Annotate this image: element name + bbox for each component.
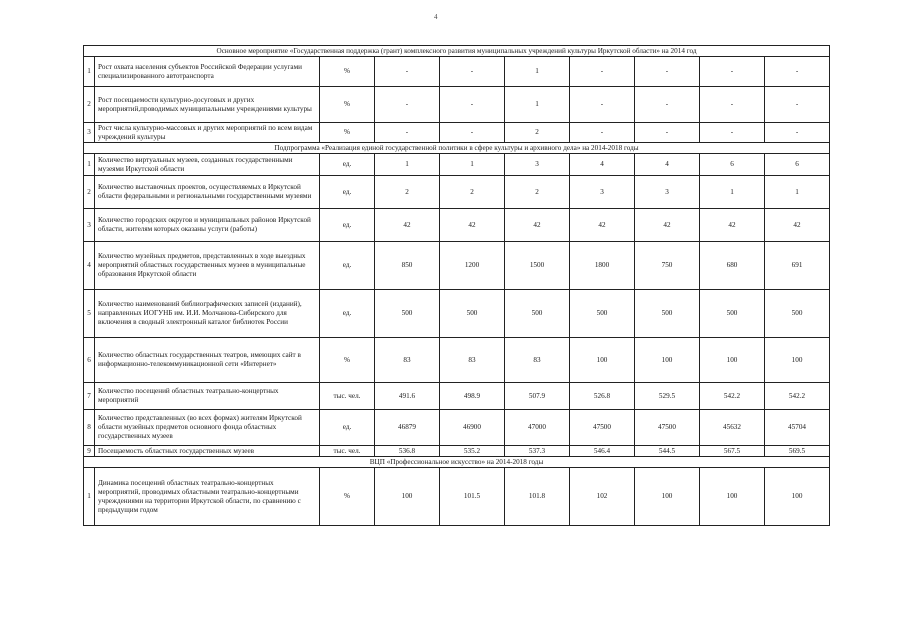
table-row xyxy=(84,209,830,242)
table-row xyxy=(84,57,830,87)
value-cell: 1 xyxy=(505,57,570,87)
table-row xyxy=(84,338,830,383)
value-cell: 46879 xyxy=(375,410,440,446)
unit-cell: % xyxy=(320,123,375,143)
value-cell: 100 xyxy=(700,468,765,526)
value-cell: 83 xyxy=(505,338,570,383)
value-cell: - xyxy=(440,57,505,87)
value-cell: 569.5 xyxy=(765,446,830,457)
value-cell: - xyxy=(570,57,635,87)
value-cell: 45632 xyxy=(700,410,765,446)
table-row xyxy=(84,154,830,176)
value-cell: 500 xyxy=(635,290,700,338)
row-number-cell: 8 xyxy=(84,410,95,446)
row-number-cell: 2 xyxy=(84,176,95,209)
value-cell: - xyxy=(375,123,440,143)
indicator-name-cell: Количество представленных (во всех формах) жителям Иркутской области музейных предметов основного фонда областных государственных музеев xyxy=(95,410,320,446)
row-number-cell: 3 xyxy=(84,123,95,143)
value-cell: - xyxy=(440,87,505,123)
section-header-row xyxy=(84,46,830,57)
indicators-table xyxy=(83,45,830,526)
unit-cell: ед. xyxy=(320,154,375,176)
value-cell: 47000 xyxy=(505,410,570,446)
value-cell: 4 xyxy=(570,154,635,176)
value-cell: - xyxy=(635,123,700,143)
value-cell: 500 xyxy=(765,290,830,338)
value-cell: 500 xyxy=(375,290,440,338)
value-cell: 2 xyxy=(505,123,570,143)
row-number-cell: 1 xyxy=(84,468,95,526)
unit-cell: ед. xyxy=(320,209,375,242)
section-title: ВЦП «Профессиональное искусство» на 2014-2018 годы xyxy=(84,457,830,468)
value-cell: 100 xyxy=(765,468,830,526)
value-cell: 45704 xyxy=(765,410,830,446)
value-cell: 536.8 xyxy=(375,446,440,457)
value-cell: 500 xyxy=(440,290,505,338)
row-number-cell: 1 xyxy=(84,57,95,87)
value-cell: 3 xyxy=(570,176,635,209)
value-cell: - xyxy=(570,123,635,143)
value-cell: 750 xyxy=(635,242,700,290)
page-number: 4 xyxy=(434,13,438,21)
table-row xyxy=(84,290,830,338)
value-cell: 537.3 xyxy=(505,446,570,457)
section-header-row xyxy=(84,457,830,468)
row-number-cell: 4 xyxy=(84,242,95,290)
value-cell: 529.5 xyxy=(635,383,700,410)
indicator-name-cell: Количество областных государственных театров, имеющих сайт в информационно-телекоммуникационной сети «Интернет» xyxy=(95,338,320,383)
indicator-name-cell: Количество выставочных проектов, осуществляемых в Иркутской области федеральными и региональными государственными музеями xyxy=(95,176,320,209)
value-cell: 46900 xyxy=(440,410,505,446)
value-cell: 42 xyxy=(700,209,765,242)
indicator-name-cell: Количество посещений областных театрально-концертных мероприятий xyxy=(95,383,320,410)
value-cell: - xyxy=(375,87,440,123)
value-cell: 546.4 xyxy=(570,446,635,457)
value-cell: 542.2 xyxy=(700,383,765,410)
row-number-cell: 3 xyxy=(84,209,95,242)
value-cell: - xyxy=(700,123,765,143)
value-cell: - xyxy=(765,123,830,143)
table-row xyxy=(84,176,830,209)
value-cell: - xyxy=(635,87,700,123)
value-cell: 100 xyxy=(700,338,765,383)
value-cell: 100 xyxy=(375,468,440,526)
unit-cell: ед. xyxy=(320,290,375,338)
value-cell: 500 xyxy=(570,290,635,338)
value-cell: 567.5 xyxy=(700,446,765,457)
value-cell: 101.8 xyxy=(505,468,570,526)
value-cell: 691 xyxy=(765,242,830,290)
value-cell: 1500 xyxy=(505,242,570,290)
unit-cell: % xyxy=(320,468,375,526)
value-cell: 535.2 xyxy=(440,446,505,457)
row-number-cell: 5 xyxy=(84,290,95,338)
value-cell: 850 xyxy=(375,242,440,290)
value-cell: 42 xyxy=(505,209,570,242)
unit-cell: тыс. чел. xyxy=(320,383,375,410)
value-cell: 1 xyxy=(700,176,765,209)
section-title: Основное мероприятие «Государственная поддержка (грант) комплексного развития муниципальных учреждений культуры Иркутской области» на 2014 год xyxy=(84,46,830,57)
value-cell: 42 xyxy=(375,209,440,242)
unit-cell: ед. xyxy=(320,242,375,290)
value-cell: 542.2 xyxy=(765,383,830,410)
unit-cell: ед. xyxy=(320,176,375,209)
value-cell: - xyxy=(570,87,635,123)
value-cell: 42 xyxy=(570,209,635,242)
value-cell: 102 xyxy=(570,468,635,526)
row-number-cell: 1 xyxy=(84,154,95,176)
row-number-cell: 2 xyxy=(84,87,95,123)
table-row xyxy=(84,242,830,290)
indicator-name-cell: Рост посещаемости культурно-досуговых и других мероприятий,проводимых муниципальными учреждениями культуры xyxy=(95,87,320,123)
value-cell: - xyxy=(375,57,440,87)
value-cell: 100 xyxy=(570,338,635,383)
value-cell: 500 xyxy=(700,290,765,338)
table-row xyxy=(84,446,830,457)
value-cell: 2 xyxy=(375,176,440,209)
value-cell: 1 xyxy=(505,87,570,123)
value-cell: 101.5 xyxy=(440,468,505,526)
value-cell: 500 xyxy=(505,290,570,338)
indicator-name-cell: Динамика посещений областных театрально-концертных мероприятий, проводимых областными театрально-концертными учреждениями на территории Иркутской области, по сравнению с предыдущим годом xyxy=(95,468,320,526)
table-row xyxy=(84,383,830,410)
value-cell: 491.6 xyxy=(375,383,440,410)
indicator-name-cell: Рост числа культурно-массовых и других мероприятий по всем видам учреждений культуры xyxy=(95,123,320,143)
table-row xyxy=(84,410,830,446)
section-header-row xyxy=(84,143,830,154)
value-cell: 100 xyxy=(635,468,700,526)
row-number-cell: 7 xyxy=(84,383,95,410)
value-cell: 42 xyxy=(635,209,700,242)
value-cell: 47500 xyxy=(635,410,700,446)
value-cell: 1800 xyxy=(570,242,635,290)
unit-cell: % xyxy=(320,87,375,123)
value-cell: 100 xyxy=(765,338,830,383)
value-cell: 1 xyxy=(765,176,830,209)
value-cell: 526.8 xyxy=(570,383,635,410)
value-cell: 2 xyxy=(440,176,505,209)
value-cell: 507.9 xyxy=(505,383,570,410)
value-cell: - xyxy=(700,57,765,87)
row-number-cell: 9 xyxy=(84,446,95,457)
unit-cell: ед. xyxy=(320,410,375,446)
value-cell: - xyxy=(765,87,830,123)
table-row xyxy=(84,123,830,143)
unit-cell: % xyxy=(320,338,375,383)
unit-cell: тыс. чел. xyxy=(320,446,375,457)
value-cell: 47500 xyxy=(570,410,635,446)
value-cell: - xyxy=(765,57,830,87)
value-cell: 100 xyxy=(635,338,700,383)
indicator-name-cell: Посещаемость областных государственных музеев xyxy=(95,446,320,457)
indicator-name-cell: Количество виртуальных музеев, созданных государственными музеями Иркутской области xyxy=(95,154,320,176)
value-cell: 83 xyxy=(440,338,505,383)
value-cell: 1200 xyxy=(440,242,505,290)
value-cell: 3 xyxy=(505,154,570,176)
value-cell: 498.9 xyxy=(440,383,505,410)
value-cell: - xyxy=(700,87,765,123)
row-number-cell: 6 xyxy=(84,338,95,383)
value-cell: 6 xyxy=(700,154,765,176)
indicator-name-cell: Рост охвата населения субъектов Российской Федерации услугами специализированного автотранспорта xyxy=(95,57,320,87)
value-cell: 83 xyxy=(375,338,440,383)
value-cell: 680 xyxy=(700,242,765,290)
value-cell: 1 xyxy=(375,154,440,176)
indicator-name-cell: Количество городских округов и муниципальных районов Иркутской области, жителям которых оказаны услуги (работы) xyxy=(95,209,320,242)
table-row xyxy=(84,87,830,123)
value-cell: 3 xyxy=(635,176,700,209)
value-cell: 544.5 xyxy=(635,446,700,457)
table-row xyxy=(84,468,830,526)
value-cell: - xyxy=(635,57,700,87)
value-cell: - xyxy=(440,123,505,143)
value-cell: 2 xyxy=(505,176,570,209)
indicator-name-cell: Количество наименований библиографических записей (изданий), направленных ИОГУНБ им. И.И. Молчанова-Сибирского для включения в сводный электронный каталог библиотек России xyxy=(95,290,320,338)
value-cell: 42 xyxy=(440,209,505,242)
value-cell: 4 xyxy=(635,154,700,176)
value-cell: 42 xyxy=(765,209,830,242)
indicator-name-cell: Количество музейных предметов, представленных в ходе выездных мероприятий областных государственных музеев в муниципальные образования Иркутской области xyxy=(95,242,320,290)
unit-cell: % xyxy=(320,57,375,87)
value-cell: 1 xyxy=(440,154,505,176)
value-cell: 6 xyxy=(765,154,830,176)
section-title: Подпрограмма «Реализация единой государственной политики в сфере культуры и архивного дела» на 2014-2018 годы xyxy=(84,143,830,154)
